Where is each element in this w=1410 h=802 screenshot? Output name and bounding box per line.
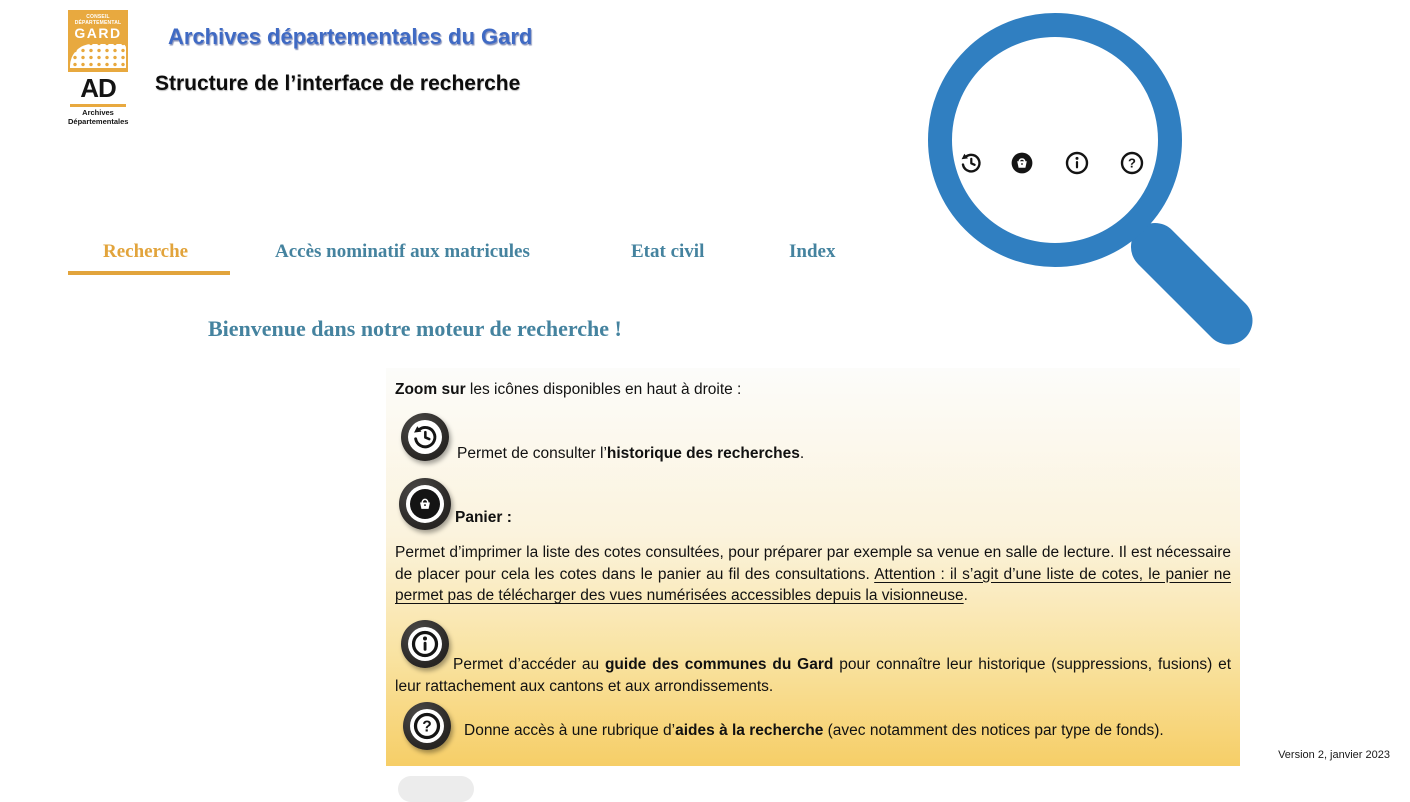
tab-etat-civil[interactable]: Etat civil [631,241,705,262]
tab-recherche[interactable]: Recherche [103,241,189,262]
active-tab-indicator [68,271,230,275]
logo-org-name: GARD [74,25,122,41]
help-item-text: Donne accès à une rubrique d’aides à la recherche (avec notamment des notices par type de fonds). [464,722,1164,739]
tab-acces-nominatif-matricules[interactable]: Accès nominatif aux matricules [275,241,530,262]
panel-intro: Zoom sur les icônes disponibles en haut à droite : [395,381,742,398]
gard-logo-box [68,10,128,72]
history-badge-icon [401,413,449,461]
info-icon [1065,151,1089,175]
magnifier-handle [1121,213,1262,354]
welcome-heading: Bienvenue dans notre moteur de recherche ! [208,316,622,341]
basket-icon [1010,151,1034,175]
svg-text:?: ? [422,718,432,736]
basket-badge-icon [399,478,451,530]
page-title: Archives départementales du Gard [168,24,533,49]
tab-index[interactable]: Index [789,241,836,262]
logo-caption-line1: Archives [82,108,114,117]
logo-org-small: CONSEIL DÉPARTEMENTAL [74,14,122,26]
logo-caption-line2: Départementales [68,116,129,126]
history-item-text: Permet de consulter l’historique des recherches. [457,445,805,462]
logo-monogram: AD [80,73,116,103]
bottom-gray-blob [398,776,474,802]
basket-details-paragraph: Permet d’imprimer la liste des cotes consultées, pour préparer par exemple sa venue en salle de lecture. Il est nécessaire de placer pour cela les cotes dans le panier au fil des consultations. Attention : il s’agit d’une liste de cotes, le panier ne permet pas de télécharger des vues numérisées accessibles depuis la visionneuse. [395,544,1231,604]
history-icon [959,151,983,175]
svg-text:?: ? [1128,155,1136,171]
logo-arches-pattern [70,44,126,68]
version-label: Version 2, janvier 2023 [1278,749,1390,761]
magnifier-lens [928,13,1182,267]
logo-divider [70,104,126,107]
help-icon [1120,151,1144,175]
basket-item-label: Panier : [455,509,512,526]
page-subtitle: Structure de l’interface de recherche [155,72,521,95]
icons-explanation-panel [386,368,1240,766]
gard-logo [68,10,128,126]
info-item-text: Permet d’accéder au guide des communes du Gard pour connaître leur historique (suppressions, fusions) et leur rattachement aux cantons et aux arrondissements. [395,656,1232,695]
